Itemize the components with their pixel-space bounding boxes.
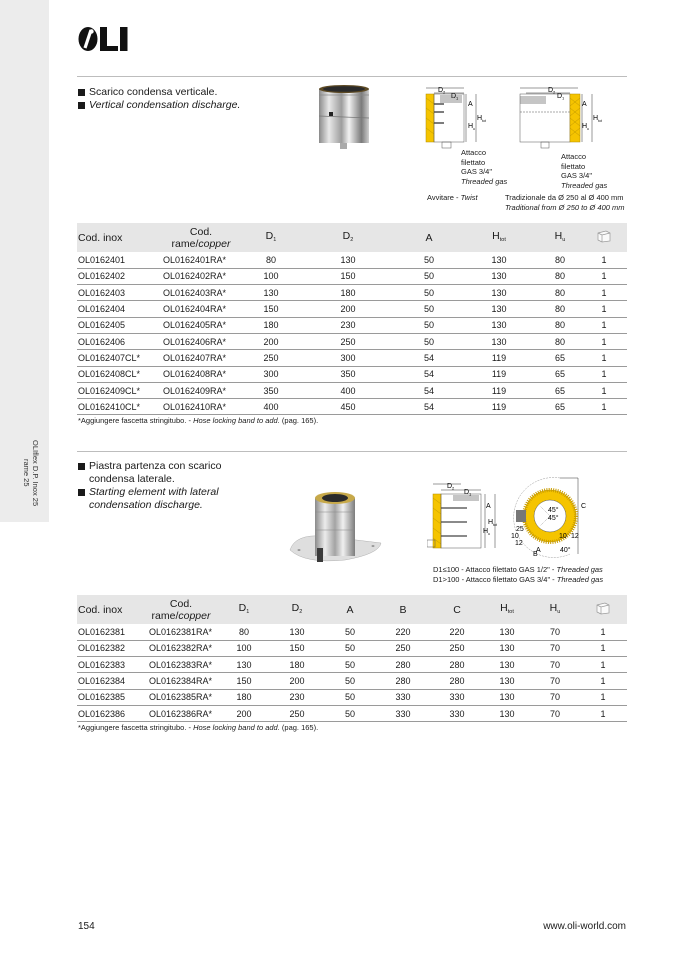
svg-text:2: 2 [443, 89, 446, 95]
cell-a: 50 [399, 301, 459, 317]
svg-text:A: A [486, 503, 491, 510]
cell-htot: 130 [459, 252, 539, 268]
sidebar-label-line1: OLIflex D.P. Inox 25 [31, 440, 40, 507]
cell-qty: 1 [579, 657, 627, 673]
cell-a: 54 [399, 366, 459, 382]
cell-hu: 70 [531, 640, 579, 656]
svg-text:u: u [587, 127, 589, 131]
col-header-cod-rame: Cod. rame/copper [171, 225, 231, 250]
cell-inox: OL0162408CL* [77, 366, 157, 382]
cell-rame: OL0162386RA* [143, 705, 219, 721]
cell-hu: 70 [531, 689, 579, 705]
lateral-section-diagram [427, 478, 505, 561]
svg-text:10: 10 [511, 533, 519, 540]
cell-a: 50 [325, 624, 375, 640]
cell-inox: OL0162384 [77, 673, 143, 689]
cell-htot: 119 [459, 366, 539, 382]
cell-rame: OL0162407RA* [157, 350, 245, 366]
cell-d2: 130 [297, 252, 399, 268]
col-header-c: C [453, 603, 461, 616]
section1-title-it: Scarico condensa verticale. [89, 86, 218, 98]
col-header-pack [581, 223, 627, 252]
cell-d2: 250 [269, 705, 325, 721]
cell-qty: 1 [581, 350, 627, 366]
cell-inox: OL0162407CL* [77, 350, 157, 366]
table-row [77, 673, 627, 689]
oli-logo [78, 24, 138, 59]
cell-hu: 70 [531, 705, 579, 721]
svg-text:B: B [533, 551, 538, 558]
connection-en: Threaded gas [461, 176, 508, 186]
svg-text:2: 2 [452, 485, 455, 491]
cell-rame: OL0162405RA* [157, 317, 245, 333]
section1-footnote: *Aggiungere fascetta stringitubo. - Hose locking band to add. (pag. 165). [78, 416, 319, 425]
cell-d2: 180 [269, 657, 325, 673]
cell-inox: OL0162409CL* [77, 382, 157, 398]
cell-d1: 200 [245, 333, 297, 349]
table-row [77, 399, 627, 415]
plate-top-view-diagram [508, 474, 593, 565]
svg-text:A: A [536, 547, 541, 554]
svg-text:12: 12 [515, 540, 523, 547]
section2-spec-table [77, 595, 627, 722]
section1-spec-table [77, 223, 627, 415]
svg-text:45°: 45° [548, 515, 559, 522]
bullet-icon [78, 489, 85, 496]
traditional-caption-en: Traditional from Ø 250 to Ø 400 mm [505, 202, 625, 212]
cell-d2: 180 [297, 285, 399, 301]
cell-a: 50 [399, 333, 459, 349]
cell-c: 220 [431, 624, 483, 640]
cell-d1: 150 [245, 301, 297, 317]
cell-d1: 400 [245, 399, 297, 415]
cell-qty: 1 [581, 382, 627, 398]
table-row [77, 366, 627, 382]
cell-qty: 1 [579, 705, 627, 721]
svg-text:tot: tot [482, 119, 486, 123]
svg-text:40°: 40° [560, 547, 571, 554]
cell-c: 280 [431, 657, 483, 673]
cell-a: 50 [399, 252, 459, 268]
cell-d1: 100 [219, 640, 269, 656]
connection-label: filettato [561, 161, 586, 171]
section1-description [78, 86, 240, 112]
connection-gas: GAS 3/4" [461, 167, 493, 176]
cell-c: 330 [431, 689, 483, 705]
svg-text:C: C [581, 503, 587, 510]
cell-a: 54 [399, 350, 459, 366]
cell-inox: OL0162383 [77, 657, 143, 673]
svg-text:10: 10 [559, 533, 567, 540]
cell-qty: 1 [579, 640, 627, 656]
cell-qty: 1 [581, 268, 627, 284]
traditional-caption [505, 193, 625, 212]
col-header-d2: $D_2$ [342, 229, 354, 243]
col-header-htot: $H_{tot}$ [492, 229, 506, 243]
cell-inox: OL0162404 [77, 301, 157, 317]
svg-text:25: 25 [516, 526, 524, 533]
cell-inox: OL0162382 [77, 640, 143, 656]
cell-d1: 150 [219, 673, 269, 689]
cell-qty: 1 [581, 317, 627, 333]
cell-d1: 350 [245, 382, 297, 398]
svg-text:H: H [593, 115, 599, 122]
cell-hu: 65 [539, 366, 581, 382]
cell-a: 50 [325, 673, 375, 689]
cell-qty: 1 [581, 366, 627, 382]
svg-text:u: u [488, 532, 490, 536]
website-link[interactable]: www.oli-world.com [543, 921, 626, 932]
cell-htot: 130 [459, 268, 539, 284]
caption1-it: D1≤100 - Attacco filettato GAS 1/2" - [433, 565, 557, 574]
svg-text:12: 12 [571, 533, 579, 540]
cell-htot: 130 [459, 317, 539, 333]
cell-inox: OL0162410CL* [77, 399, 157, 415]
cell-a: 54 [399, 399, 459, 415]
vertical-condensation-product-photo [316, 83, 374, 160]
connection-gas: GAS 3/4" [561, 171, 593, 180]
table-row [77, 350, 627, 366]
table-row [77, 252, 627, 268]
col-header-cod-inox: Cod. inox [78, 603, 123, 616]
cell-d1: 130 [219, 657, 269, 673]
table-header-row [77, 595, 627, 624]
table-row [77, 657, 627, 673]
col-header-a: A [425, 231, 433, 244]
col-header-d2: $D_2$ [291, 601, 303, 615]
table-row [77, 301, 627, 317]
svg-text:H: H [477, 115, 483, 122]
svg-text:45°: 45° [548, 507, 559, 514]
cell-rame: OL0162383RA* [143, 657, 219, 673]
cell-d2: 450 [297, 399, 399, 415]
cell-htot: 130 [483, 657, 531, 673]
svg-text:1: 1 [456, 95, 459, 101]
box-icon [595, 601, 611, 618]
svg-text:1: 1 [562, 95, 565, 101]
cell-a: 50 [325, 640, 375, 656]
cell-rame: OL0162384RA* [143, 673, 219, 689]
traditional-caption-it: Tradizionale da Ø 250 al Ø 400 mm [505, 193, 624, 202]
cell-rame: OL0162410RA* [157, 399, 245, 415]
svg-text:u: u [473, 127, 475, 131]
starting-plate-product-photo [285, 488, 387, 575]
cell-c: 250 [431, 640, 483, 656]
section1-divider [77, 76, 627, 77]
svg-text:D: D [447, 483, 453, 490]
col-header-b: B [399, 603, 407, 616]
cell-d1: 80 [219, 624, 269, 640]
cell-d2: 250 [297, 333, 399, 349]
twist-connection-caption [461, 148, 507, 186]
cell-c: 280 [431, 673, 483, 689]
cell-d2: 150 [269, 640, 325, 656]
cell-htot: 130 [483, 640, 531, 656]
cell-d2: 300 [297, 350, 399, 366]
table-header-row [77, 223, 627, 252]
cell-b: 280 [375, 657, 431, 673]
table-row [77, 268, 627, 284]
cell-inox: OL0162405 [77, 317, 157, 333]
table-row [77, 317, 627, 333]
bullet-icon [78, 463, 85, 470]
cell-htot: 119 [459, 350, 539, 366]
cell-hu: 65 [539, 399, 581, 415]
cell-inox: OL0162385 [77, 689, 143, 705]
section1-title-en: Vertical condensation discharge. [89, 99, 241, 111]
cell-qty: 1 [579, 689, 627, 705]
section2-title-it: Piastra partenza con scarico [89, 460, 222, 472]
cell-qty: 1 [581, 333, 627, 349]
cell-hu: 70 [531, 657, 579, 673]
cell-a: 50 [325, 689, 375, 705]
col-header-hu: $H_u$ [549, 601, 561, 615]
svg-text:D: D [548, 87, 554, 94]
svg-text:D: D [464, 489, 470, 496]
svg-text:tot: tot [493, 523, 497, 527]
col-header-a: A [346, 603, 354, 616]
svg-text:H: H [582, 123, 588, 130]
cell-d1: 80 [245, 252, 297, 268]
svg-text:tot: tot [598, 119, 602, 123]
twist-caption [427, 193, 478, 203]
cell-rame: OL0162402RA* [157, 268, 245, 284]
table-row [77, 285, 627, 301]
col-header-d1: $D_1$ [238, 601, 250, 615]
cell-inox: OL0162403 [77, 285, 157, 301]
col-header-hu: $H_u$ [554, 229, 566, 243]
col-header-cod-rame: Cod. rame/copper [151, 597, 211, 622]
bullet-icon [78, 102, 85, 109]
cell-rame: OL0162382RA* [143, 640, 219, 656]
cell-a: 50 [399, 317, 459, 333]
cell-htot: 130 [459, 333, 539, 349]
cell-qty: 1 [581, 301, 627, 317]
cell-b: 220 [375, 624, 431, 640]
caption2-it: D1>100 - Attacco filettato GAS 3/4" - [433, 574, 557, 584]
cell-htot: 130 [483, 673, 531, 689]
cell-hu: 80 [539, 268, 581, 284]
cell-inox: OL0162406 [77, 333, 157, 349]
cell-qty: 1 [579, 624, 627, 640]
table-row [77, 705, 627, 721]
sidebar-label-line2: rame 25 [22, 459, 31, 487]
cell-a: 50 [399, 268, 459, 284]
cell-htot: 119 [459, 399, 539, 415]
svg-text:1: 1 [469, 491, 472, 497]
cell-hu: 80 [539, 301, 581, 317]
svg-text:D: D [557, 93, 563, 100]
cell-inox: OL0162401 [77, 252, 157, 268]
caption2-en: Threaded gas [556, 574, 604, 584]
cell-qty: 1 [581, 252, 627, 268]
cell-rame: OL0162385RA* [143, 689, 219, 705]
cell-inox: OL0162386 [77, 705, 143, 721]
cell-a: 50 [325, 657, 375, 673]
section2-footnote: *Aggiungere fascetta stringitubo. - Hose locking band to add. (pag. 165). [78, 723, 319, 732]
cell-a: 50 [325, 705, 375, 721]
cell-inox: OL0162402 [77, 268, 157, 284]
cell-hu: 80 [539, 317, 581, 333]
cell-c: 330 [431, 705, 483, 721]
connection-label: Attacco [461, 148, 487, 157]
cell-b: 330 [375, 689, 431, 705]
sidebar-section-label [12, 440, 40, 506]
cell-htot: 119 [459, 382, 539, 398]
cell-hu: 65 [539, 382, 581, 398]
cell-rame: OL0162381RA* [143, 624, 219, 640]
cell-d1: 200 [219, 705, 269, 721]
cell-htot: 130 [483, 689, 531, 705]
cell-a: 54 [399, 382, 459, 398]
col-header-d1: $D_1$ [265, 229, 277, 243]
col-header-htot: $H_{tot}$ [500, 601, 514, 615]
section2-description: Piastra partenza con scarico condensa laterale. Starting element with lateral condensation discharge. [78, 460, 221, 512]
cell-htot: 130 [483, 705, 531, 721]
page-number: 154 [78, 921, 95, 932]
cell-d2: 150 [297, 268, 399, 284]
cell-hu: 80 [539, 252, 581, 268]
cell-rame: OL0162408RA* [157, 366, 245, 382]
svg-text:2: 2 [553, 89, 556, 95]
cell-d2: 200 [269, 673, 325, 689]
cell-d2: 230 [269, 689, 325, 705]
table-row [77, 333, 627, 349]
cell-d1: 300 [245, 366, 297, 382]
connection-label: filettato [461, 157, 486, 167]
traditional-connection-caption [561, 152, 607, 190]
table-row [77, 382, 627, 398]
table-row [77, 640, 627, 656]
cell-hu: 80 [539, 285, 581, 301]
section2-title-en: Starting element with lateral [89, 486, 219, 498]
cell-hu: 70 [531, 624, 579, 640]
table-row [77, 624, 627, 640]
cell-d2: 130 [269, 624, 325, 640]
cell-b: 250 [375, 640, 431, 656]
section2-diagram-caption [433, 565, 603, 584]
cell-hu: 70 [531, 673, 579, 689]
table-row [77, 689, 627, 705]
cell-htot: 130 [459, 301, 539, 317]
svg-text:A: A [468, 101, 473, 108]
cell-d1: 250 [245, 350, 297, 366]
svg-text:H: H [483, 528, 489, 535]
cell-d1: 100 [245, 268, 297, 284]
cell-htot: 130 [459, 285, 539, 301]
cell-b: 280 [375, 673, 431, 689]
twist-caption-en: Twist [460, 193, 478, 202]
cell-qty: 1 [579, 673, 627, 689]
twist-caption-it: Avvitare - [427, 193, 461, 202]
svg-text:D: D [451, 93, 457, 100]
cell-d2: 230 [297, 317, 399, 333]
cell-d2: 350 [297, 366, 399, 382]
cell-rame: OL0162406RA* [157, 333, 245, 349]
cell-d1: 180 [245, 317, 297, 333]
connection-en: Threaded gas [561, 180, 608, 190]
cell-rame: OL0162404RA* [157, 301, 245, 317]
svg-text:A: A [582, 101, 587, 108]
box-icon [596, 229, 612, 246]
cell-hu: 80 [539, 333, 581, 349]
cell-b: 330 [375, 705, 431, 721]
cell-qty: 1 [581, 399, 627, 415]
cell-rame: OL0162409RA* [157, 382, 245, 398]
cell-d2: 400 [297, 382, 399, 398]
sidebar-band [0, 0, 49, 522]
cell-a: 50 [399, 285, 459, 301]
cell-d1: 180 [219, 689, 269, 705]
caption1-en: Threaded gas [556, 565, 603, 574]
connection-label: Attacco [561, 152, 587, 161]
col-header-cod-inox: Cod. inox [78, 231, 123, 244]
cell-d1: 130 [245, 285, 297, 301]
cell-htot: 130 [483, 624, 531, 640]
section2-divider [77, 451, 627, 452]
col-header-pack [579, 595, 627, 624]
cell-d2: 200 [297, 301, 399, 317]
cell-hu: 65 [539, 350, 581, 366]
cell-inox: OL0162381 [77, 624, 143, 640]
cell-rame: OL0162403RA* [157, 285, 245, 301]
cell-rame: OL0162401RA* [157, 252, 245, 268]
svg-text:H: H [488, 519, 494, 526]
svg-text:D: D [438, 87, 444, 94]
cell-qty: 1 [581, 285, 627, 301]
bullet-icon [78, 89, 85, 96]
svg-text:H: H [468, 123, 474, 130]
